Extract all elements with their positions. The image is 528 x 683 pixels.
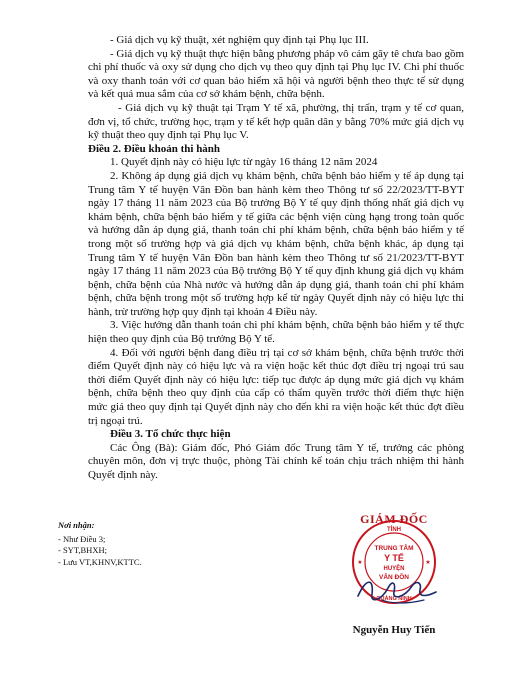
signer-title: GIÁM ĐỐC: [360, 512, 428, 526]
recipient-item: - Như Điều 3;: [58, 533, 106, 544]
recipients-title: Nơi nhận:: [58, 520, 95, 530]
paragraph-not-applied: 2. Không áp dụng giá dịch vụ khám bệnh, chữa bệnh bảo hiểm y tế áp dụng tại Trung tâm Y tế huyện Vân Đồn ban hành kèm theo Thông tư số 22/2023/TT-BYT ngày 17 tháng 11 năm 2023 của Bộ trưởng Bộ Y tế quy định thống nhất giá dịch vụ khám bệnh, chữa bệnh bảo hiểm y tế giữa các bệnh viện cùng hạng trong toàn quốc và hướng dẫn áp dụng giá, thanh toán chi phí khám bệnh, chữa bệnh bảo hiểm y tế trong một số trường hợp và giá dịch vụ khám bệnh, chữa bệnh khác, áp dụng tại Trung tâm Y tế huyện Vân Đồn ban hành kèm theo Thông tư số 21/2023/TT-BYT ngày 17 tháng 11 năm 2023 của Bộ trưởng Bộ Y tế quy định khung giá dịch vụ khám bệnh, chữa bệnh của Nhà nước và hướng dẫn áp dụng giá, thanh toán chi phí khám bệnh, chữa bệnh trong một số trường hợp kể từ ngày Quyết định này có hiệu lực thi hành, trừ trường hợp quy định tại khoản 4 Điều này.: [88, 169, 464, 318]
document-body: [88, 34, 464, 483]
svg-text:HUYỆN: HUYỆN: [383, 566, 405, 572]
paragraph-appendix-v: - Giá dịch vụ kỹ thuật tại Trạm Y tế xã, phường, thị trấn, trạm y tế cơ quan, đơn vị, tổ chức, trường học, trạm y tế kết hợp quân dân y bằng 70% mức giá dịch vụ kỹ thuật theo quy định tại Phụ lục V.: [88, 101, 464, 142]
svg-text:TRUNG TÂM: TRUNG TÂM: [374, 545, 414, 552]
svg-text:TỈNH: TỈNH: [387, 527, 401, 533]
paragraph-ongoing-patients: 4. Đối với người bệnh đang điều trị tại cơ sở khám bệnh, chữa bệnh trước thời điểm Quyết định này có hiệu lực và ra viện hoặc kết thúc đợt điều trị ngoại trú sau thời điểm Quyết định này có hiệu lực: tiếp tục được áp dụng mức giá dịch vụ khám bệnh, chữa bệnh theo quy định của cấp có thẩm quyền trước thời điểm thực hiện mức giá theo quy định tại Quyết định này cho đến khi ra viện hoặc kết thúc đợt điều trị ngoại trú.: [88, 346, 464, 427]
paragraph-payment-guidance: 3. Việc hướng dẫn thanh toán chi phí khám bệnh, chữa bệnh bảo hiểm y tế thực hiện theo quy định của Bộ trưởng Bộ Y tế.: [88, 319, 464, 346]
paragraph-appendix-iv: - Giá dịch vụ kỹ thuật thực hiện bằng phương pháp vô cảm gây tê chưa bao gồm chi phí thuốc và oxy sử dụng cho dịch vụ theo quy định tại Phụ lục IV. Chi phí thuốc và oxy thanh toán với cơ quan bảo hiểm xã hội và người bệnh theo thực tế sử dụng và kết quả mua sắm của cơ sở khám bệnh, chữa bệnh.: [88, 47, 464, 101]
signature-block: [324, 512, 464, 636]
article-2-heading: Điều 2. Điều khoản thi hành: [88, 142, 221, 155]
handwritten-signature: [352, 570, 442, 610]
svg-text:Y TẾ: Y TẾ: [384, 553, 404, 563]
recipient-item: - SYT,BHXH;: [58, 545, 107, 555]
svg-text:VÂN ĐỒN: VÂN ĐỒN: [379, 574, 409, 581]
paragraph-implementation: Các Ông (Bà): Giám đốc, Phó Giám đốc Trung tâm Y tế, trưởng các phòng chuyên môn, đơn vị trực thuộc, phòng Tài chính kế toán chịu trách nhiệm thi hành Quyết định này.: [88, 441, 464, 481]
article-3-heading: Điều 3. Tổ chức thực hiện: [110, 428, 231, 441]
signer-name: Nguyễn Huy Tiến: [352, 624, 436, 636]
recipients-block: [58, 520, 238, 568]
svg-text:★: ★: [425, 560, 431, 566]
svg-text:★: ★: [357, 560, 363, 566]
paragraph-effective-date: 1. Quyết định này có hiệu lực từ ngày 16 tháng 12 năm 2024: [110, 156, 378, 169]
svg-text:QUẢNG NINH: QUẢNG NINH: [376, 596, 412, 602]
paragraph-appendix-iii: - Giá dịch vụ kỹ thuật, xét nghiệm quy định tại Phụ lục III.: [110, 34, 369, 46]
recipient-item: - Lưu VT,KHNV,KTTC.: [58, 556, 142, 567]
